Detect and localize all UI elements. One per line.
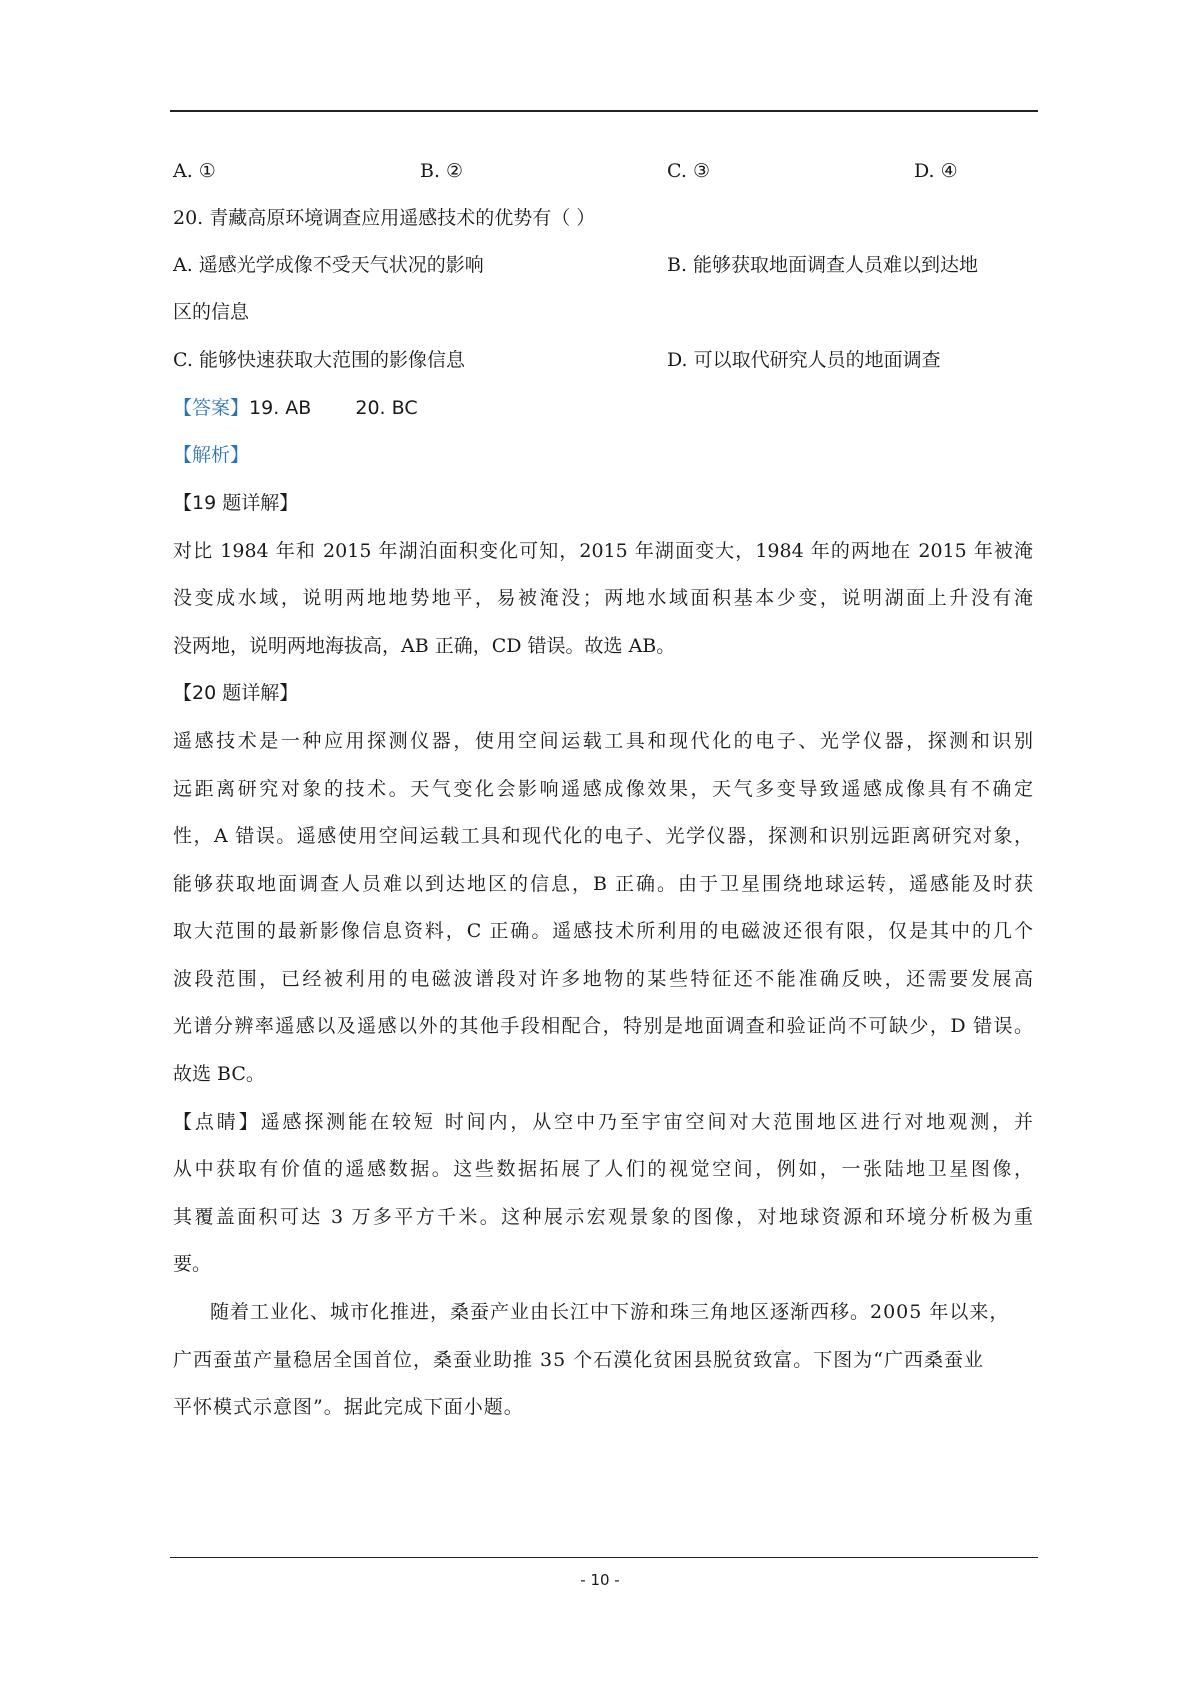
dianjing-line: 其覆盖面积可达 3 万多平方千米。这种展示宏观景象的图像，对地球资源和环境分析极为重 xyxy=(173,1206,1033,1228)
detail20-line: 波段范围，已经被利用的电磁波谱段对许多地物的某些特征还不能准确反映，还需要发展高 xyxy=(173,968,1033,990)
footer-rule xyxy=(170,1557,1038,1558)
q19-option-a: A. ① xyxy=(173,160,216,182)
detail19-line: 没变成水域，说明两地地势地平，易被淹没；两地水域面积基本少变，说明湖面上升没有淹 xyxy=(173,587,1033,609)
detail20-line: 故选 BC。 xyxy=(173,1063,265,1085)
analysis-label: 【解析】 xyxy=(173,444,250,466)
q20-option-a: A. 遥感光学成像不受天气状况的影响 xyxy=(173,254,484,276)
dianjing-line xyxy=(173,1109,1033,1135)
answer-label: 【答案】 xyxy=(173,397,250,419)
q20-option-d: D. 可以取代研究人员的地面调查 xyxy=(667,349,941,371)
passage-line: 随着工业化、城市化推进，桑蚕产业由长江中下游和珠三角地区逐渐西移。2005 年以来， xyxy=(210,1301,1010,1323)
dianjing-label: 【点睛】 xyxy=(173,1111,261,1133)
q20-stem: 20. 青藏高原环境调查应用遥感技术的优势有（ ） xyxy=(173,207,596,229)
detail20-line: 能够获取地面调查人员难以到达地区的信息，B 正确。由于卫星围绕地球运转，遥感能及时获 xyxy=(173,873,1033,895)
answer-line xyxy=(173,395,418,421)
answer-q19: 19. AB xyxy=(249,397,312,419)
detail20-line: 遥感技术是一种应用探测仪器，使用空间运载工具和现代化的电子、光学仪器，探测和识别 xyxy=(173,730,1033,752)
q20-option-b-cont: 区的信息 xyxy=(173,301,250,323)
detail20-line: 取大范围的最新影像信息资料，C 正确。遥感技术所利用的电磁波还很有限，仅是其中的几个 xyxy=(173,920,1033,942)
detail19-heading: 【19 题详解】 xyxy=(173,492,299,514)
detail19-line: 对比 1984 年和 2015 年湖泊面积变化可知，2015 年湖面变大，1984 年的两地在 2015 年被淹 xyxy=(173,540,1033,562)
q19-option-b: B. ② xyxy=(420,160,464,182)
page-number: - 10 - xyxy=(580,1571,620,1589)
passage-line: 平怀模式示意图”。据此完成下面小题。 xyxy=(173,1396,524,1418)
dianjing-line: 要。 xyxy=(173,1253,212,1275)
q20-option-b: B. 能够获取地面调查人员难以到达地 xyxy=(667,254,979,276)
q19-option-c: C. ③ xyxy=(667,160,710,182)
q19-option-d: D. ④ xyxy=(914,160,958,182)
header-rule xyxy=(170,110,1038,112)
detail19-line: 没两地，说明两地海拔高，AB 正确，CD 错误。故选 AB。 xyxy=(173,635,676,657)
dianjing-line: 从中获取有价值的遥感数据。这些数据拓展了人们的视觉空间，例如，一张陆地卫星图像， xyxy=(173,1158,1033,1180)
passage-line: 广西蚕茧产量稳居全国首位，桑蚕业助推 35 个石漠化贫困县脱贫致富。下图为“广西桑蚕业 xyxy=(173,1349,984,1371)
detail20-line: 光谱分辨率遥感以及遥感以外的其他手段相配合，特别是地面调查和验证尚不可缺少，D 错误。 xyxy=(173,1015,1033,1037)
answer-q20: 20. BC xyxy=(355,397,418,419)
detail20-line: 性，A 错误。遥感使用空间运载工具和现代化的电子、光学仪器，探测和识别远距离研究对象， xyxy=(173,825,1033,847)
detail20-heading: 【20 题详解】 xyxy=(173,682,299,704)
detail20-line: 远距离研究对象的技术。天气变化会影响遥感成像效果，天气多变导致遥感成像具有不确定 xyxy=(173,778,1033,800)
dianjing-text: 遥感探测能在较短 时间内，从空中乃至宇宙空间对大范围地区进行对地观测，并 xyxy=(260,1111,1033,1133)
q20-option-c: C. 能够快速获取大范围的影像信息 xyxy=(173,349,465,371)
